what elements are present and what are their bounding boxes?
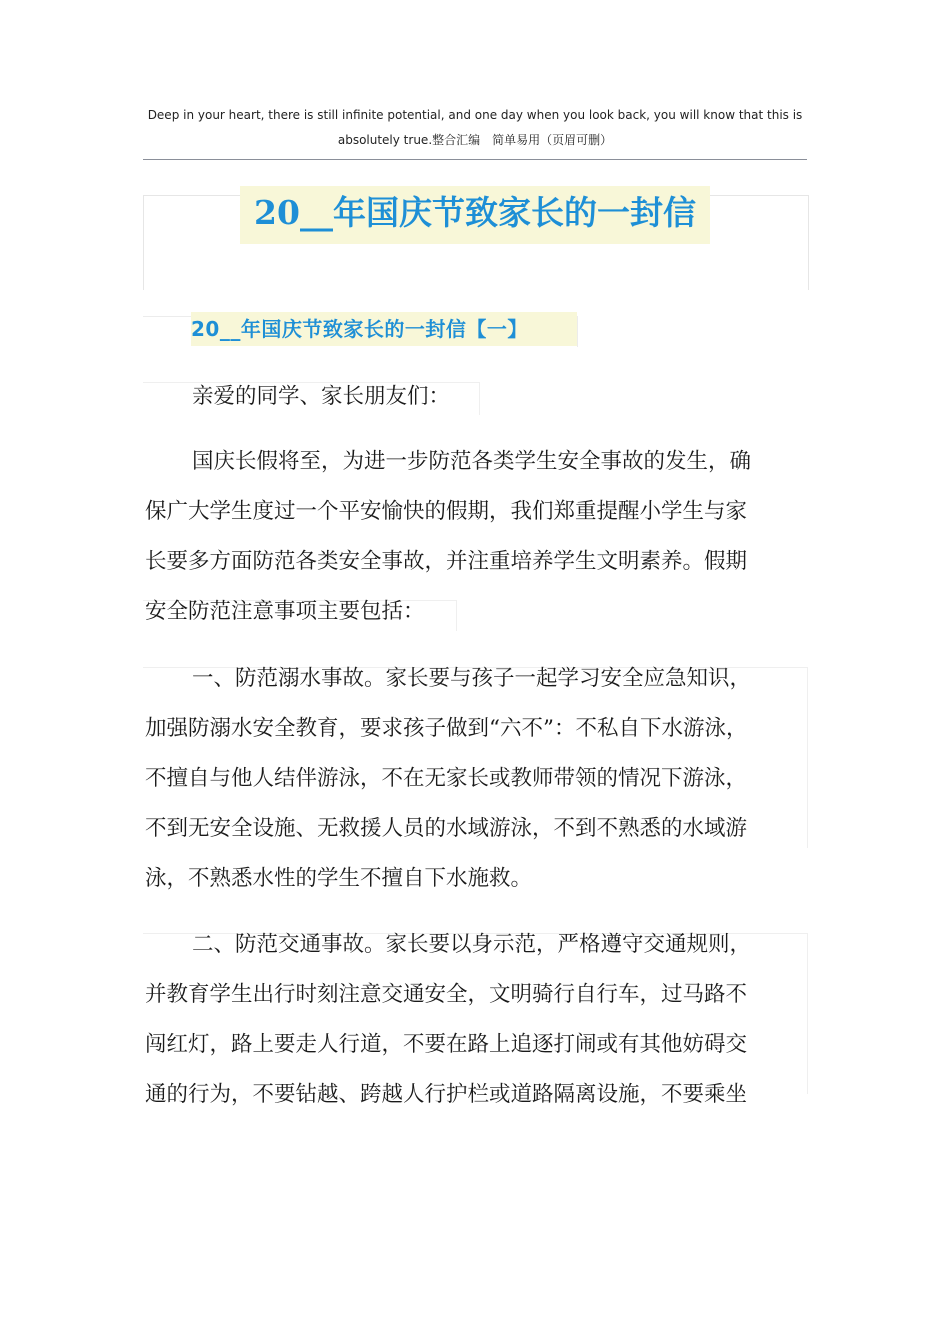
header-divider xyxy=(143,159,807,160)
paragraph-3-line-2: 并教育学生出行时刻注意交通安全，文明骑行自行车，过马路不 xyxy=(145,982,748,1007)
section-heading: 20__年国庆节致家长的一封信【一】 xyxy=(191,312,577,346)
paragraph-1-line-2: 保广大学生度过一个平安愉快的假期，我们郑重提醒小学生与家 xyxy=(145,499,748,524)
header-line-1: Deep in your heart, there is still infinite potential, and one day when you look back, you will know that this is xyxy=(147,108,803,122)
paragraph-2-line-3: 不擅自与他人结伴游泳，不在无家长或教师带领的情况下游泳， xyxy=(145,766,748,791)
paragraph-1-line-3: 长要多方面防范各类安全事故，并注重培养学生文明素养。假期 xyxy=(145,549,748,574)
paragraph-2-line-1: 一、防范溺水事故。家长要与孩子一起学习安全应急知识， xyxy=(192,666,752,691)
paragraph-3-line-1: 二、防范交通事故。家长要以身示范，严格遵守交通规则， xyxy=(192,932,752,957)
document-title: 20__年国庆节致家长的一封信 xyxy=(254,193,696,232)
paragraph-3-line-3: 闯红灯，路上要走人行道，不要在路上追逐打闹或有其他妨碍交 xyxy=(145,1032,748,1057)
paragraph-2-line-2: 加强防溺水安全教育，要求孩子做到“六不”：不私自下水游泳， xyxy=(145,716,748,741)
paragraph-1-line-4: 安全防范注意事项主要包括： xyxy=(145,599,425,624)
paragraph-2-line-5: 泳，不熟悉水性的学生不擅自下水施救。 xyxy=(145,866,533,891)
paragraph-3-line-4: 通的行为，不要钻越、跨越人行护栏或道路隔离设施，不要乘坐 xyxy=(145,1082,748,1107)
header-line-2: absolutely true.整合汇编 简单易用（页眉可删） xyxy=(337,133,613,147)
paragraph-1-line-1: 国庆长假将至，为进一步防范各类学生安全事故的发生，确 xyxy=(192,449,752,474)
greeting: 亲爱的同学、家长朋友们： xyxy=(192,384,451,409)
paragraph-2-line-4: 不到无安全设施、无救援人员的水域游泳，不到不熟悉的水域游 xyxy=(145,816,748,841)
